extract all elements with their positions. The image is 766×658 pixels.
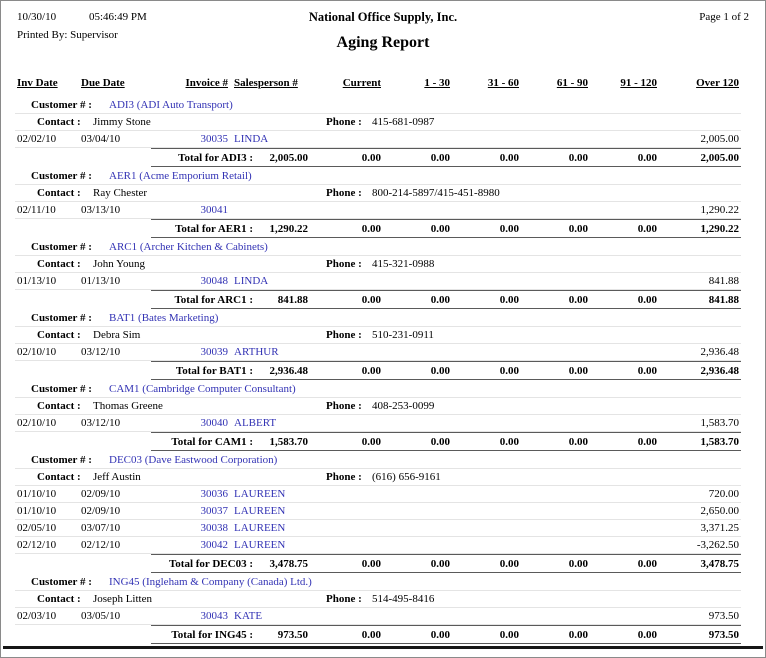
column-header-invdate: Inv Date xyxy=(17,77,58,89)
customer-label: Customer # : xyxy=(31,99,92,111)
amount-over-120: 841.88 xyxy=(708,275,739,287)
contact-row xyxy=(1,327,765,344)
customer-label: Customer # : xyxy=(31,454,92,466)
customer-group xyxy=(1,239,765,310)
total-over-120: 841.88 xyxy=(708,294,739,306)
invoice-number-link[interactable]: 30035 xyxy=(200,133,228,145)
page-footer-rule xyxy=(3,646,763,649)
salesperson-link[interactable]: KATE xyxy=(234,610,263,622)
total-label: Total for ING45 : xyxy=(171,629,253,641)
invoice-row xyxy=(1,520,765,537)
contact-name: Ray Chester xyxy=(93,187,148,199)
phone-label: Phone : xyxy=(326,258,362,270)
customer-label: Customer # : xyxy=(31,576,92,588)
total-over-120: 2,005.00 xyxy=(700,152,739,164)
invoice-date: 01/10/10 xyxy=(17,488,57,500)
amount-over-120: 2,650.00 xyxy=(700,505,739,517)
contact-name: Thomas Greene xyxy=(93,400,163,412)
total-amount: 2,005.00 xyxy=(269,152,308,164)
total-61-90: 0.00 xyxy=(568,152,588,164)
column-header-invoice: Invoice # xyxy=(185,77,228,89)
total-row xyxy=(1,219,765,239)
invoice-date: 02/05/10 xyxy=(17,522,57,534)
invoice-row xyxy=(1,486,765,503)
total-label: Total for DEC03 : xyxy=(168,558,253,570)
invoice-date: 02/11/10 xyxy=(17,204,56,216)
due-date: 03/04/10 xyxy=(81,133,121,145)
total-61-90: 0.00 xyxy=(568,436,588,448)
invoice-date: 02/02/10 xyxy=(17,133,57,145)
total-61-90: 0.00 xyxy=(568,365,588,377)
invoice-row xyxy=(1,608,765,625)
total-row xyxy=(1,432,765,452)
contact-row xyxy=(1,185,765,202)
customer-number-link[interactable]: ARC1 (Archer Kitchen & Cabinets) xyxy=(109,241,268,253)
total-1-30: 0.00 xyxy=(430,436,450,448)
due-date: 02/09/10 xyxy=(81,505,121,517)
total-over-120: 2,936.48 xyxy=(700,365,739,377)
contact-label: Contact : xyxy=(37,258,81,270)
contact-row xyxy=(1,469,765,486)
report-title: Aging Report xyxy=(336,34,430,51)
invoice-row xyxy=(1,537,765,554)
total-31-60: 0.00 xyxy=(499,629,519,641)
invoice-date: 01/13/10 xyxy=(17,275,57,287)
total-31-60: 0.00 xyxy=(499,558,519,570)
customer-label: Customer # : xyxy=(31,383,92,395)
customer-group xyxy=(1,97,765,168)
phone-number: 800-214-5897/415-451-8980 xyxy=(372,187,500,199)
total-row xyxy=(1,554,765,574)
invoice-date: 02/10/10 xyxy=(17,417,57,429)
amount-over-120: 1,290.22 xyxy=(700,204,739,216)
customer-number-link[interactable]: DEC03 (Dave Eastwood Corporation) xyxy=(109,454,278,466)
phone-label: Phone : xyxy=(326,187,362,199)
total-current: 0.00 xyxy=(361,365,381,377)
phone-number: 408-253-0099 xyxy=(372,400,435,412)
customer-number-link[interactable]: BAT1 (Bates Marketing) xyxy=(109,312,219,324)
invoice-number-link[interactable]: 30043 xyxy=(200,610,228,622)
due-date: 03/12/10 xyxy=(81,346,121,358)
column-header-b1: 1 - 30 xyxy=(424,77,450,89)
customer-row xyxy=(1,381,765,398)
total-label: Total for AER1 : xyxy=(175,223,253,235)
total-row xyxy=(1,290,765,310)
amount-over-120: 3,371.25 xyxy=(700,522,739,534)
column-header-b4: 91 - 120 xyxy=(620,77,657,89)
customer-number-link[interactable]: AER1 (Acme Emporium Retail) xyxy=(109,170,252,182)
total-row xyxy=(1,625,765,645)
total-61-90: 0.00 xyxy=(568,629,588,641)
total-amount: 973.50 xyxy=(277,629,308,641)
column-header-b2: 31 - 60 xyxy=(487,77,519,89)
total-1-30: 0.00 xyxy=(430,365,450,377)
invoice-date: 02/12/10 xyxy=(17,539,57,551)
total-91-120: 0.00 xyxy=(637,294,657,306)
total-61-90: 0.00 xyxy=(568,223,588,235)
total-91-120: 0.00 xyxy=(637,629,657,641)
column-header-current: Current xyxy=(342,77,381,89)
salesperson-link[interactable]: LAUREEN xyxy=(234,539,286,551)
phone-number: 415-321-0988 xyxy=(372,258,435,270)
total-31-60: 0.00 xyxy=(499,223,519,235)
total-current: 0.00 xyxy=(361,152,381,164)
due-date: 01/13/10 xyxy=(81,275,121,287)
contact-label: Contact : xyxy=(37,400,81,412)
invoice-row xyxy=(1,202,765,219)
customer-row xyxy=(1,310,765,327)
invoice-number-link[interactable]: 30042 xyxy=(200,539,228,551)
due-date: 03/05/10 xyxy=(81,610,121,622)
total-61-90: 0.00 xyxy=(568,558,588,570)
total-row xyxy=(1,148,765,168)
total-label: Total for ADI3 : xyxy=(178,152,253,164)
total-label: Total for CAM1 : xyxy=(171,436,253,448)
invoice-date: 02/10/10 xyxy=(17,346,57,358)
contact-name: John Young xyxy=(93,258,145,270)
customer-row xyxy=(1,239,765,256)
contact-row xyxy=(1,114,765,131)
column-header-sales: Salesperson # xyxy=(234,77,298,89)
customer-row xyxy=(1,168,765,185)
salesperson-link[interactable]: ARTHUR xyxy=(234,346,279,358)
total-current: 0.00 xyxy=(361,558,381,570)
column-header-duedate: Due Date xyxy=(81,77,125,89)
total-amount: 1,583.70 xyxy=(269,436,308,448)
total-91-120: 0.00 xyxy=(637,558,657,570)
phone-label: Phone : xyxy=(326,593,362,605)
contact-row xyxy=(1,256,765,273)
customer-label: Customer # : xyxy=(31,312,92,324)
amount-over-120: 2,936.48 xyxy=(700,346,739,358)
due-date: 03/07/10 xyxy=(81,522,121,534)
page-indicator: Page 1 of 2 xyxy=(699,11,749,23)
salesperson-link[interactable]: ALBERT xyxy=(234,417,277,429)
phone-label: Phone : xyxy=(326,329,362,341)
invoice-number-link[interactable]: 30041 xyxy=(200,204,228,216)
phone-number: 514-495-8416 xyxy=(372,593,435,605)
total-amount: 1,290.22 xyxy=(269,223,308,235)
invoice-number-link[interactable]: 30048 xyxy=(200,275,228,287)
total-current: 0.00 xyxy=(361,223,381,235)
customer-label: Customer # : xyxy=(31,170,92,182)
company-name: National Office Supply, Inc. xyxy=(308,10,458,24)
contact-label: Contact : xyxy=(37,471,81,483)
contact-row xyxy=(1,398,765,415)
total-over-120: 1,583.70 xyxy=(700,436,739,448)
contact-label: Contact : xyxy=(37,187,81,199)
invoice-row xyxy=(1,415,765,432)
total-91-120: 0.00 xyxy=(637,365,657,377)
contact-row xyxy=(1,591,765,608)
total-1-30: 0.00 xyxy=(430,223,450,235)
salesperson-link[interactable]: LINDA xyxy=(234,275,269,287)
invoice-row xyxy=(1,273,765,290)
invoice-number-link[interactable]: 30040 xyxy=(200,417,228,429)
customer-group xyxy=(1,168,765,239)
groups xyxy=(1,97,765,645)
contact-name: Debra Sim xyxy=(93,329,141,341)
total-31-60: 0.00 xyxy=(499,436,519,448)
contact-name: Jeff Austin xyxy=(93,471,141,483)
total-1-30: 0.00 xyxy=(430,629,450,641)
customer-group xyxy=(1,574,765,645)
customer-number-link[interactable]: ADI3 (ADI Auto Transport) xyxy=(109,99,233,111)
total-amount: 841.88 xyxy=(277,294,308,306)
total-amount: 2,936.48 xyxy=(269,365,308,377)
customer-group xyxy=(1,310,765,381)
invoice-number-link[interactable]: 30037 xyxy=(200,505,228,517)
total-61-90: 0.00 xyxy=(568,294,588,306)
due-date: 03/13/10 xyxy=(81,204,121,216)
total-label: Total for BAT1 : xyxy=(175,365,253,377)
customer-group xyxy=(1,452,765,574)
phone-label: Phone : xyxy=(326,471,362,483)
salesperson-link[interactable]: LAUREEN xyxy=(234,488,286,500)
total-1-30: 0.00 xyxy=(430,152,450,164)
customer-row xyxy=(1,452,765,469)
contact-label: Contact : xyxy=(37,329,81,341)
invoice-number-link[interactable]: 30036 xyxy=(200,488,228,500)
printed-by: Printed By: Supervisor xyxy=(17,29,118,41)
total-over-120: 1,290.22 xyxy=(700,223,739,235)
customer-number-link[interactable]: CAM1 (Cambridge Computer Consultant) xyxy=(109,383,296,395)
column-header-over: Over 120 xyxy=(696,77,739,89)
total-amount: 3,478.75 xyxy=(269,558,308,570)
total-current: 0.00 xyxy=(361,629,381,641)
invoice-number-link[interactable]: 30038 xyxy=(200,522,228,534)
salesperson-link[interactable]: LAUREEN xyxy=(234,522,286,534)
customer-row xyxy=(1,574,765,591)
total-over-120: 973.50 xyxy=(708,629,739,641)
invoice-row xyxy=(1,503,765,520)
print-date: 10/30/10 xyxy=(17,11,57,23)
print-time: 05:46:49 PM xyxy=(89,11,147,23)
amount-over-120: 973.50 xyxy=(708,610,739,622)
column-header-b3: 61 - 90 xyxy=(556,77,588,89)
column-header-row xyxy=(1,77,765,95)
salesperson-link[interactable]: LINDA xyxy=(234,133,269,145)
total-over-120: 3,478.75 xyxy=(700,558,739,570)
total-31-60: 0.00 xyxy=(499,294,519,306)
invoice-number-link[interactable]: 30039 xyxy=(200,346,228,358)
total-row xyxy=(1,361,765,381)
contact-name: Jimmy Stone xyxy=(93,116,151,128)
invoice-date: 02/03/10 xyxy=(17,610,57,622)
customer-number-link[interactable]: ING45 (Ingleham & Company (Canada) Ltd.) xyxy=(109,576,312,588)
due-date: 02/12/10 xyxy=(81,539,121,551)
total-1-30: 0.00 xyxy=(430,294,450,306)
phone-number: 510-231-0911 xyxy=(372,329,434,341)
total-31-60: 0.00 xyxy=(499,152,519,164)
invoice-row xyxy=(1,131,765,148)
customer-row xyxy=(1,97,765,114)
total-label: Total for ARC1 : xyxy=(174,294,253,306)
total-91-120: 0.00 xyxy=(637,152,657,164)
total-91-120: 0.00 xyxy=(637,436,657,448)
total-current: 0.00 xyxy=(361,294,381,306)
customer-label: Customer # : xyxy=(31,241,92,253)
invoice-date: 01/10/10 xyxy=(17,505,57,517)
amount-over-120: 1,583.70 xyxy=(700,417,739,429)
contact-label: Contact : xyxy=(37,593,81,605)
total-1-30: 0.00 xyxy=(430,558,450,570)
phone-label: Phone : xyxy=(326,116,362,128)
amount-over-120: 2,005.00 xyxy=(700,133,739,145)
phone-label: Phone : xyxy=(326,400,362,412)
contact-label: Contact : xyxy=(37,116,81,128)
total-current: 0.00 xyxy=(361,436,381,448)
invoice-row xyxy=(1,344,765,361)
salesperson-link[interactable]: LAUREEN xyxy=(234,505,286,517)
customer-group xyxy=(1,381,765,452)
due-date: 02/09/10 xyxy=(81,488,121,500)
phone-number: (616) 656-9161 xyxy=(372,471,441,483)
total-31-60: 0.00 xyxy=(499,365,519,377)
amount-over-120: 720.00 xyxy=(708,488,739,500)
due-date: 03/12/10 xyxy=(81,417,121,429)
amount-over-120: -3,262.50 xyxy=(696,539,739,551)
total-91-120: 0.00 xyxy=(637,223,657,235)
contact-name: Joseph Litten xyxy=(93,593,152,605)
phone-number: 415-681-0987 xyxy=(372,116,435,128)
